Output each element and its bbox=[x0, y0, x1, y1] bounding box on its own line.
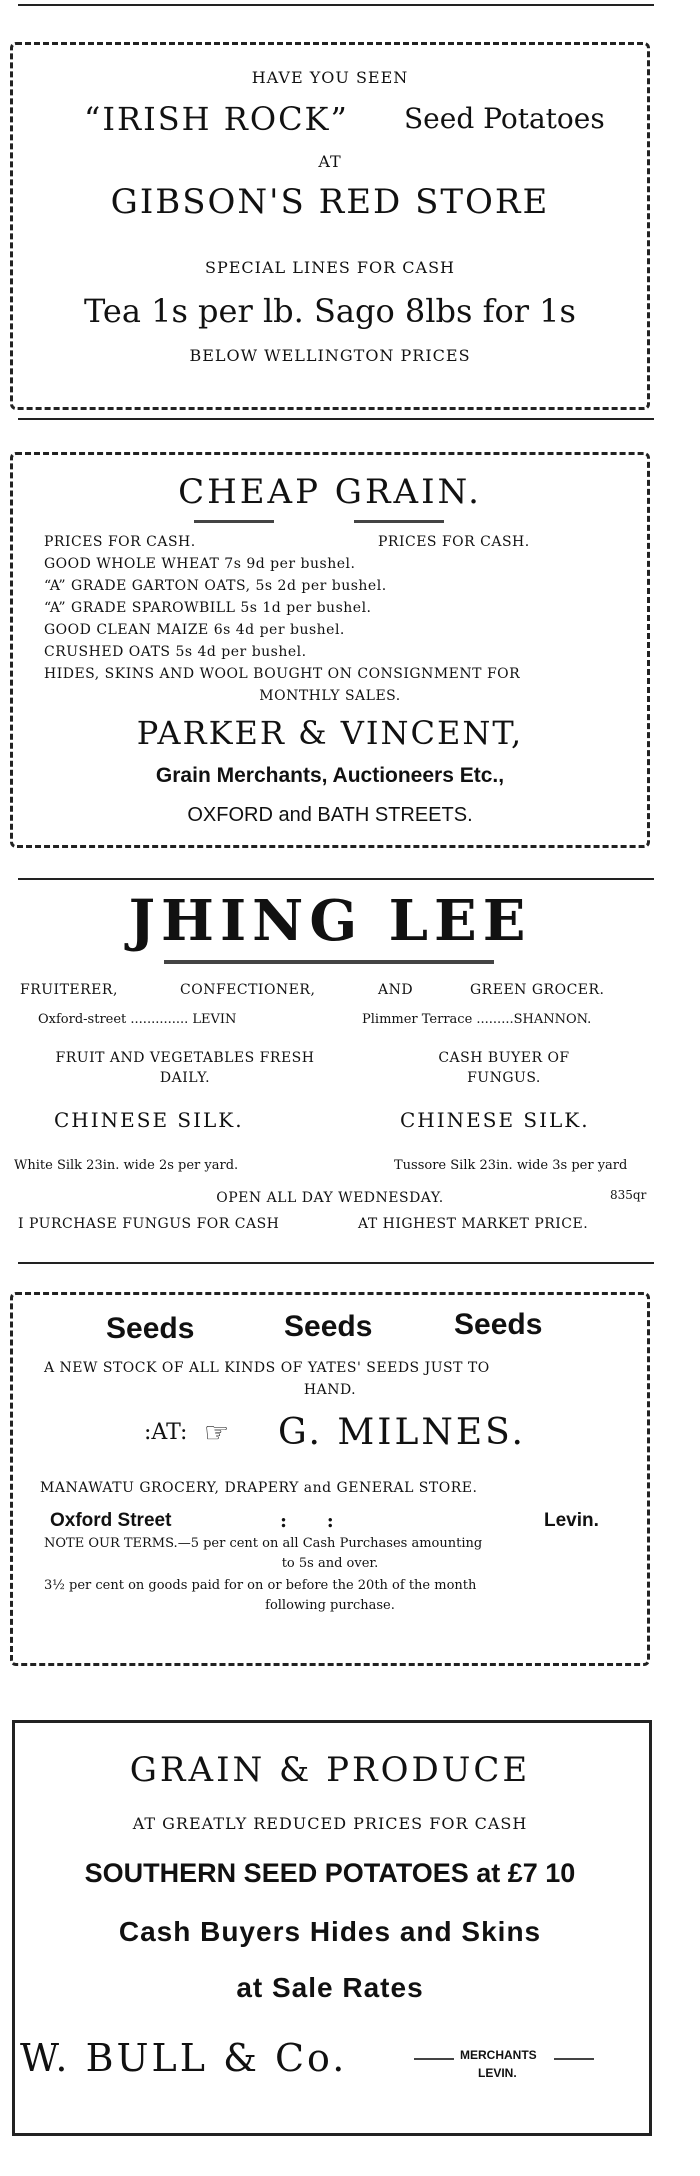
ad-line: HIDES, SKINS AND WOOL BOUGHT ON CONSIGNMENT FOR bbox=[44, 666, 521, 682]
ad-line: AT bbox=[318, 152, 342, 171]
address: OXFORD and BATH STREETS. bbox=[187, 804, 473, 826]
ad-line: OPEN ALL DAY WEDNESDAY. bbox=[216, 1190, 444, 1206]
ad-line: CONFECTIONER, bbox=[180, 982, 316, 998]
ad-jhing-lee bbox=[14, 882, 646, 1262]
price-line: Tea 1s per lb. Sago 8lbs for 1s bbox=[84, 292, 576, 330]
ad-headline: Seed Potatoes bbox=[404, 102, 605, 135]
town: Levin. bbox=[544, 1510, 599, 1531]
decoration bbox=[354, 520, 444, 523]
divider bbox=[18, 4, 654, 6]
ad-w-bull bbox=[14, 1720, 646, 2136]
ad-headline: “IRISH ROCK” bbox=[84, 100, 349, 138]
address: Oxford-street .............. LEVIN bbox=[38, 1012, 237, 1027]
silk-price: Tussore Silk 23in. wide 3s per yard bbox=[394, 1158, 628, 1173]
silk-heading: CHINESE SILK. bbox=[54, 1108, 244, 1132]
pointing-hand-icon: ☞ bbox=[204, 1416, 230, 1449]
ad-line: MANAWATU GROCERY, DRAPERY and GENERAL STORE. bbox=[40, 1480, 478, 1496]
seeds-heading: Seeds bbox=[284, 1310, 373, 1343]
terms: 3½ per cent on goods paid for on or before the 20th of the month bbox=[44, 1578, 477, 1593]
address: Plimmer Terrace .........SHANNON. bbox=[362, 1012, 592, 1027]
ad-line: AT GREATLY REDUCED PRICES FOR CASH bbox=[132, 1814, 528, 1833]
ad-line: A NEW STOCK OF ALL KINDS OF YATES' SEEDS JUST TO bbox=[44, 1360, 490, 1376]
divider bbox=[18, 1262, 654, 1264]
terms: to 5s and over. bbox=[281, 1556, 379, 1571]
decoration bbox=[164, 960, 494, 964]
ad-line: SPECIAL LINES FOR CASH bbox=[205, 258, 455, 277]
code: 835qr bbox=[610, 1188, 647, 1202]
ad-line: CASH BUYER OF bbox=[438, 1050, 570, 1066]
ad-title: CHEAP GRAIN. bbox=[178, 472, 482, 512]
ad-line: FUNGUS. bbox=[467, 1070, 541, 1086]
firm-name: PARKER & VINCENT, bbox=[136, 714, 524, 752]
seeds-heading: Seeds bbox=[106, 1312, 195, 1345]
store-name: GIBSON'S RED STORE bbox=[110, 182, 550, 222]
firm-description: Grain Merchants, Auctioneers Etc., bbox=[155, 764, 505, 787]
silk-price: White Silk 23in. wide 2s per yard. bbox=[14, 1158, 239, 1173]
separator: : : bbox=[280, 1510, 334, 1532]
divider bbox=[18, 418, 654, 420]
price-item: GOOD WHOLE WHEAT 7s 9d per bushel. bbox=[44, 556, 356, 572]
price-item: “A” GRADE SPAROWBILL 5s 1d per bushel. bbox=[44, 600, 372, 616]
ad-line: MONTHLY SALES. bbox=[259, 688, 401, 704]
firm-name: W. BULL & Co. bbox=[20, 2036, 348, 2080]
ad-line: DAILY. bbox=[159, 1070, 211, 1086]
town: LEVIN. bbox=[478, 2066, 517, 2080]
ad-gibsons bbox=[14, 42, 646, 410]
address: Oxford Street bbox=[50, 1510, 172, 1531]
seeds-heading: Seeds bbox=[454, 1308, 543, 1341]
decoration bbox=[194, 520, 274, 523]
ad-line: MERCHANTS bbox=[460, 2048, 537, 2062]
ad-milnes bbox=[14, 1292, 646, 1666]
decoration bbox=[414, 2058, 454, 2060]
ad-line: :AT: bbox=[144, 1420, 188, 1445]
ad-line: Cash Buyers Hides and Skins bbox=[118, 1916, 542, 1947]
ad-line: FRUITERER, bbox=[20, 982, 118, 998]
terms: NOTE OUR TERMS.—5 per cent on all Cash Purchases amounting bbox=[44, 1536, 483, 1551]
ad-line: BELOW WELLINGTON PRICES bbox=[189, 346, 471, 365]
ad-line: HAND. bbox=[303, 1382, 357, 1398]
ad-title: JHING LEE bbox=[128, 888, 532, 954]
ad-title: GRAIN & PRODUCE bbox=[129, 1750, 531, 1790]
ad-line: PRICES FOR CASH. bbox=[378, 534, 530, 550]
ad-line: at Sale Rates bbox=[236, 1972, 424, 2003]
ad-line: FRUIT AND VEGETABLES FRESH bbox=[55, 1050, 315, 1066]
price-item: GOOD CLEAN MAIZE 6s 4d per bushel. bbox=[44, 622, 345, 638]
price-item: CRUSHED OATS 5s 4d per bushel. bbox=[44, 644, 307, 660]
ad-line: GREEN GROCER. bbox=[470, 982, 605, 998]
decoration bbox=[554, 2058, 594, 2060]
price-line: SOUTHERN SEED POTATOES at £7 10 bbox=[84, 1858, 576, 1888]
ad-line: I PURCHASE FUNGUS FOR CASH bbox=[18, 1216, 280, 1232]
ad-line: AND bbox=[378, 982, 414, 998]
ad-line: HAVE YOU SEEN bbox=[251, 68, 409, 87]
silk-heading: CHINESE SILK. bbox=[400, 1108, 590, 1132]
ad-line: AT HIGHEST MARKET PRICE. bbox=[358, 1216, 589, 1232]
firm-name: G. MILNES. bbox=[278, 1412, 526, 1453]
terms: following purchase. bbox=[265, 1598, 395, 1613]
ad-parker-vincent bbox=[14, 452, 646, 848]
divider bbox=[18, 878, 654, 880]
price-item: “A” GRADE GARTON OATS, 5s 2d per bushel. bbox=[44, 578, 387, 594]
ad-line: PRICES FOR CASH. bbox=[44, 534, 196, 550]
